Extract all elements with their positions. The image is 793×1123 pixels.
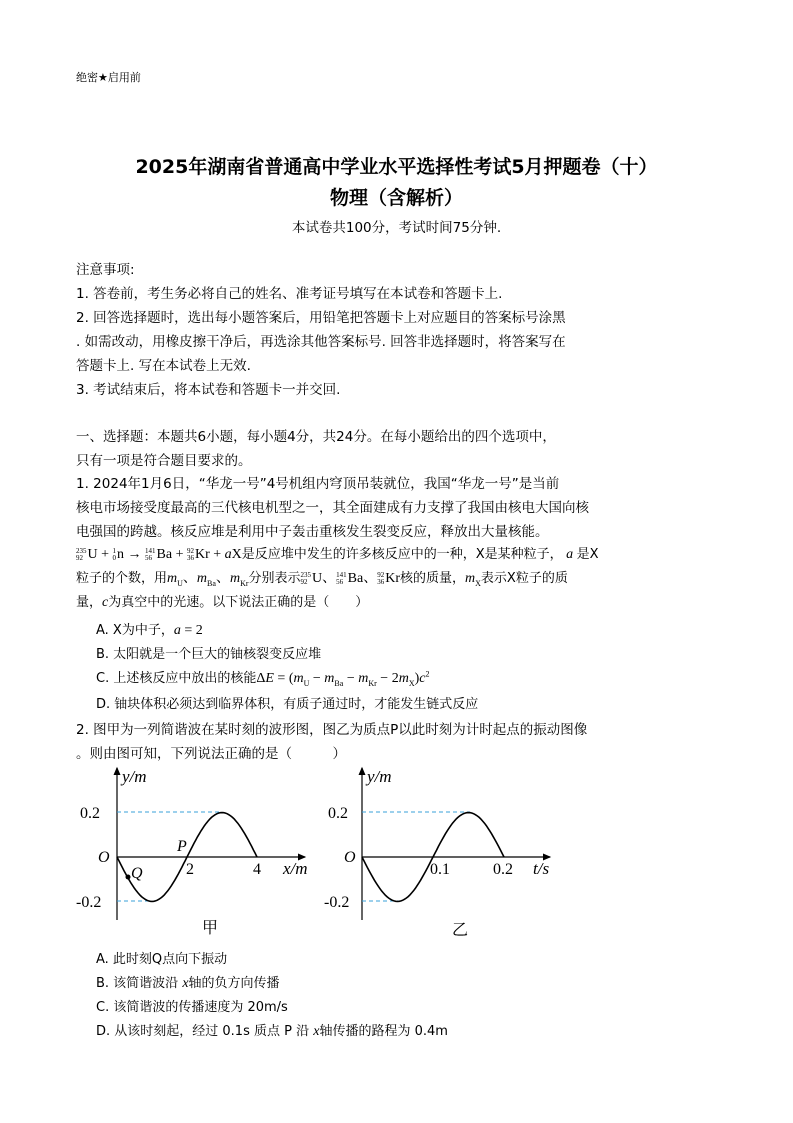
ytick-bottom: -0.2 <box>324 894 350 911</box>
note-line: . 如需改动，用橡皮擦干净后，再选涂其他答案标号. 回答非选择题时，将答案写在 <box>76 334 566 350</box>
q1-option-a[interactable]: A. X为中子，a = 2 <box>96 623 203 638</box>
ttick-02: 0.2 <box>493 861 513 878</box>
q1-eq-tail: 是反应堆中发生的许多核反应中的一种，X是某种粒子， <box>241 547 563 562</box>
q2-option-a[interactable]: A. 此时刻Q点向下振动 <box>96 952 228 967</box>
label-p: P <box>177 838 187 855</box>
section-heading: 一、选择题：本题共6小题，每小题4分，共24分。在每小题给出的四个选项中， <box>76 429 556 445</box>
ttick-01: 0.1 <box>430 861 450 878</box>
exam-subject: 物理（含解析） <box>329 187 463 209</box>
point-q <box>126 875 131 880</box>
nuclear-equation: 235 92 U + 1 0 n → 141 56 Ba + 92 36 Kr + aX <box>76 546 242 562</box>
q2-option-c[interactable]: C. 该简谐波的传播速度为 20m/s <box>96 1000 288 1015</box>
note-line: 3. 考试结束后，将本试卷和答题卡一并交回. <box>76 382 341 398</box>
q2-option-d[interactable]: D. 从该时刻起，经过 0.1s 质点 P 沿 x轴传播的路程为 0.4m <box>96 1024 448 1039</box>
ytick-bottom: -0.2 <box>76 894 102 911</box>
vibration-graph-yi <box>324 760 570 950</box>
q1-question: 量，c为真空中的光速。以下说法正确的是（ ） <box>76 595 369 610</box>
q1-mass-line: 粒子的个数，用$m_U$、$m_{Ba}$、$m_{Kr}$分别表示 235 92 U、 141 56 Ba、 92 36 Kr核的质量，$m_X$表示X粒子的质 <box>76 570 568 588</box>
q1-option-d[interactable]: D. 铀块体积必须达到临界体积，有质子通过时，才能发生链式反应 <box>96 697 479 712</box>
caption-jia: 甲 <box>202 918 219 937</box>
caption-yi: 乙 <box>452 920 469 939</box>
ytick-top: 0.2 <box>328 805 348 822</box>
q1-text: 核电市场接受度最高的三代核电机型之一，其全面建成有力支撑了我国由核电大国向核 <box>76 500 589 516</box>
secret-label: 绝密★启用前 <box>76 71 141 84</box>
section-heading-cont: 只有一项是符合题目要求的。 <box>76 453 252 469</box>
q2-text: 2. 图甲为一列简谐波在某时刻的波形图，图乙为质点P以此时刻为计时起点的振动图像 <box>76 722 588 738</box>
exam-title: 2025年湖南省普通高中学业水平选择性考试5月押题卷（十） <box>135 156 658 178</box>
xtick-2: 2 <box>186 861 194 878</box>
q1-equation-line: 235 92 U + 1 0 n → 141 56 Ba + 92 36 Kr + aX是反应堆中发生的许多核反应中的一种，X是某种粒子， a 是X <box>76 546 599 562</box>
label-q: Q <box>131 865 143 882</box>
note-line: 2. 回答选择题时，选出每小题答案后，用铅笔把答题卡上对应题目的答案标号涂黑 <box>76 310 566 326</box>
exam-subtitle: 本试卷共100分，考试时间75分钟. <box>291 220 502 236</box>
t-label: t/s <box>533 859 550 878</box>
note-line: 答题卡上. 写在本试卷上无效. <box>76 358 251 374</box>
ytick-top: 0.2 <box>80 805 100 822</box>
q1-option-b[interactable]: B. 太阳就是一个巨大的铀核裂变反应堆 <box>96 647 322 662</box>
note-line: 1. 答卷前，考生务必将自己的姓名、准考证号填写在本试卷和答题卡上. <box>76 286 503 302</box>
y-label: y/m <box>122 767 147 786</box>
x-label: x/m <box>283 859 308 878</box>
origin-label: O <box>344 849 356 866</box>
wave-graph-jia <box>70 760 330 950</box>
q1-text: 电强国的跨越。核反应堆是利用中子轰击重核发生裂变反应，释放出大量核能。 <box>76 524 549 540</box>
q1-option-c[interactable]: C. 上述核反应中放出的核能$\Delta E = (m_U - m_{Ba} - m_{Kr} - 2m_X)c^2$ <box>96 669 430 688</box>
origin-label: O <box>98 849 110 866</box>
y-label: y/m <box>367 767 392 786</box>
q2-option-b[interactable]: B. 该简谐波沿 x轴的负方向传播 <box>96 976 280 991</box>
xtick-4: 4 <box>253 861 261 878</box>
q2-text: 。则由图可知，下列说法正确的是（ ） <box>76 746 346 762</box>
notes-heading: 注意事项: <box>76 262 135 278</box>
q1-text: 1. 2024年1月6日，“华龙一号”4号机组内穹顶吊装就位，我国“华龙一号”是当前 <box>76 476 560 492</box>
q1-eq-tail2: 是X <box>576 547 599 562</box>
